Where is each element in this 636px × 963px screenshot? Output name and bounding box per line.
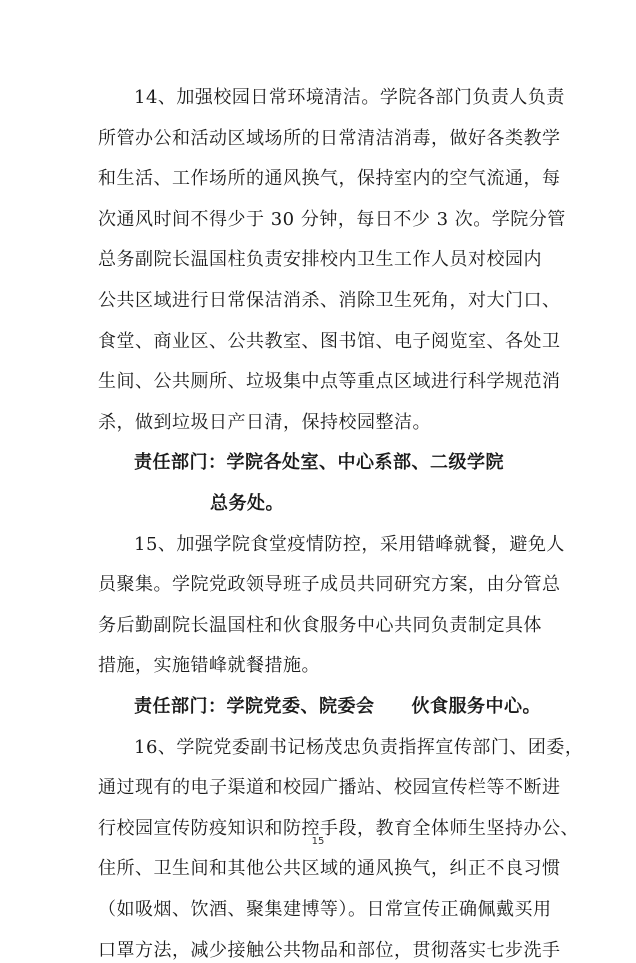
page-number: 15 (311, 836, 325, 847)
paragraph-line: 总务副院长温国柱负责安排校内卫生工作人员对校园内 (98, 249, 542, 270)
paragraph-line: 员聚集。学院党政领导班子成员共同研究方案，由分管总 (98, 574, 561, 595)
paragraph-line: 公共区域进行日常保洁消杀、消除卫生死角，对大门口、 (98, 290, 561, 311)
paragraph-line: 行校园宣传防疫知识和防控手段，教育全体师生坚持办公、 (98, 818, 579, 839)
paragraph-line: 14、加强校园日常环境清洁。学院各部门负责人负责 (134, 87, 565, 108)
paragraph-line: 次通风时间不得少于 30 分钟，每日不少 3 次。学院分管 (98, 209, 566, 230)
paragraph-line: 和生活、工作场所的通风换气，保持室内的空气流通，每 (98, 168, 561, 189)
paragraph-line: 所管办公和活动区域场所的日常清洁消毒，做好各类教学 (98, 128, 561, 149)
paragraph-line: 措施，实施错峰就餐措施。 (98, 655, 320, 676)
paragraph-line: 15、加强学院食堂疫情防控，采用错峰就餐，避免人 (134, 534, 565, 555)
paragraph-line: 杀，做到垃圾日产日清，保持校园整洁。 (98, 412, 431, 433)
paragraph-line: 通过现有的电子渠道和校园广播站、校园宣传栏等不断进 (98, 777, 561, 798)
responsibility-line: 责任部门：学院各处室、中心系部、二级学院 (134, 452, 504, 473)
paragraph-line: 生间、公共厕所、垃圾集中点等重点区域进行科学规范消 (98, 371, 561, 392)
responsibility-line: 总务处。 (210, 493, 284, 514)
paragraph-line: 食堂、商业区、公共教室、图书馆、电子阅览室、各处卫 (98, 331, 561, 352)
paragraph-line: （如吸烟、饮酒、聚集建博等）。日常宣传正确佩戴买用 (98, 899, 552, 920)
responsibility-line: 责任部门：学院党委、院委会 伙食服务中心。 (134, 696, 541, 717)
paragraph-line: 16、学院党委副书记杨茂忠负责指挥宣传部门、团委， (134, 737, 584, 758)
paragraph-line: 口罩方法，减少接触公共物品和部位，贯彻落实七步洗手 (98, 940, 561, 961)
paragraph-line: 务后勤副院长温国柱和伙食服务中心共同负责制定具体 (98, 615, 542, 636)
paragraph-line: 住所、卫生间和其他公共区域的通风换气，纠正不良习惯 (98, 858, 561, 879)
